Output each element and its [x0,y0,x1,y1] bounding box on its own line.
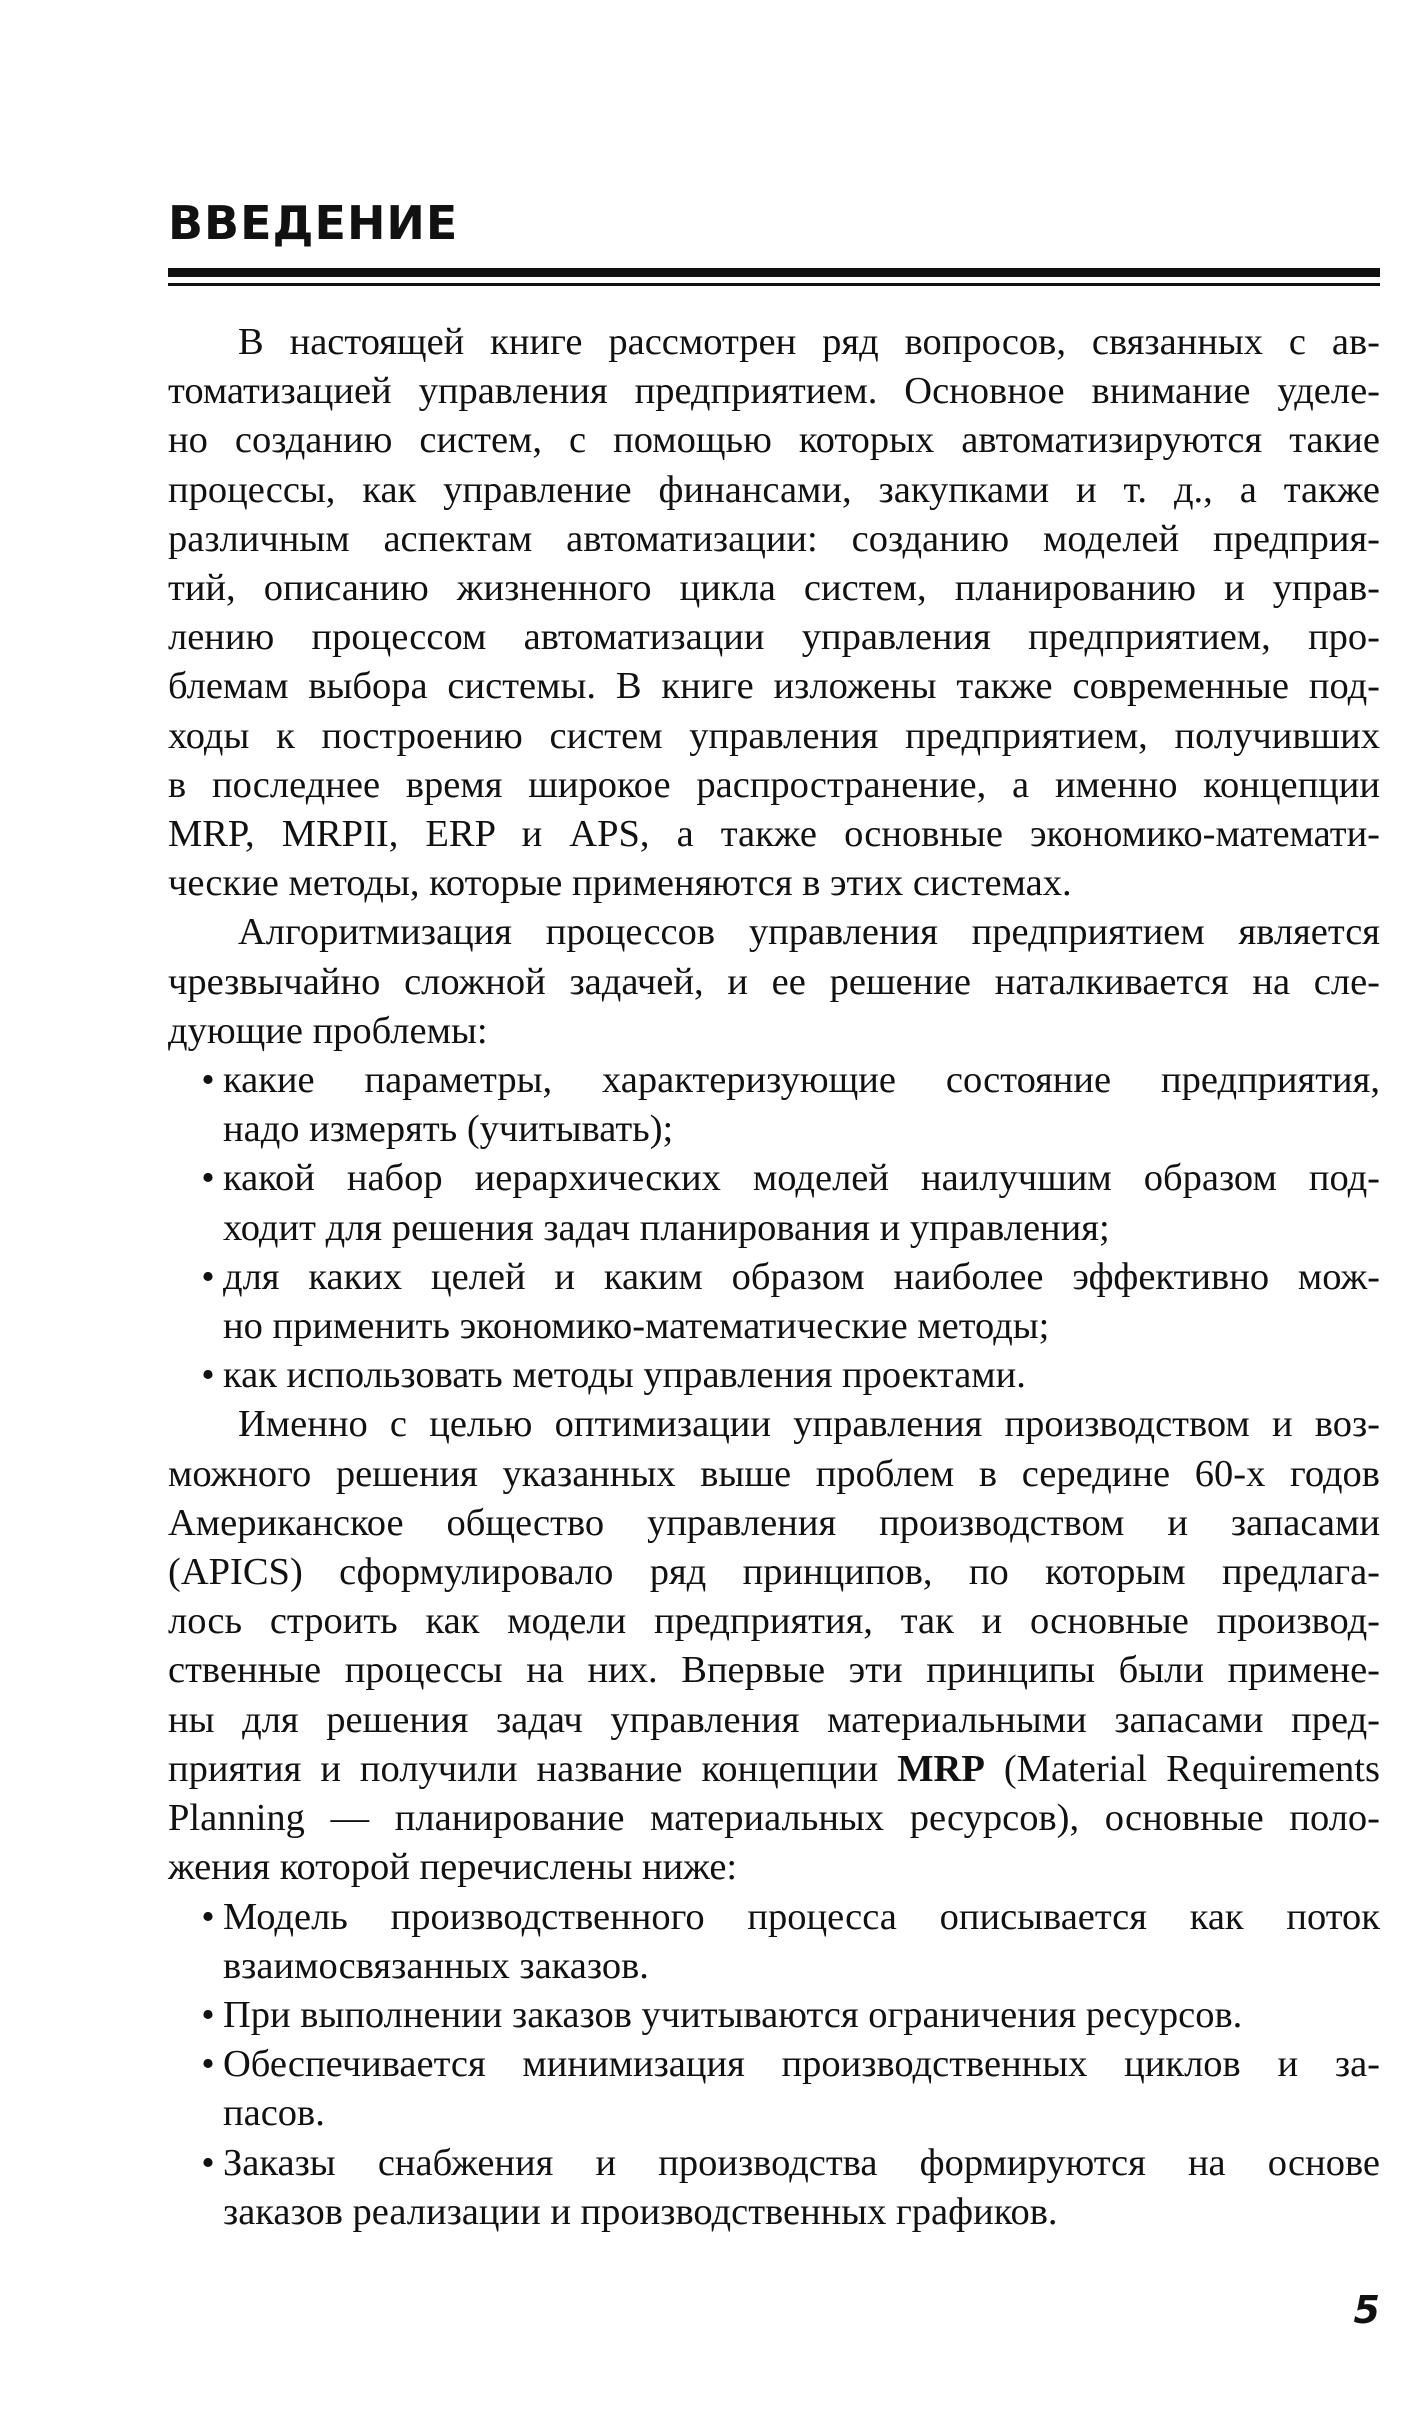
text-line: ходы к построению систем управления предприятием, получивших [168,714,1380,757]
text-line: какой набор иерархических моделей наилучшим образом под- [223,1157,1380,1200]
heading-rule-thin [168,283,1380,286]
bullet-marker: • [201,1895,215,1938]
text-line: но созданию систем, с помощью которых автоматизируются такие [168,419,1380,462]
text-line: ходит для решения задач планирования и управления; [223,1206,1110,1249]
mrp-term: MRP [897,1747,985,1790]
text-line: для каких целей и каким образом наиболее эффективно мож- [223,1255,1380,1298]
bullet-marker: • [201,2141,215,2184]
chapter-heading: ВВЕДЕНИЕ [168,196,459,250]
list-item [168,2040,1380,2138]
text-line: ны для решения задач управления материальными запасами пред- [168,1698,1380,1741]
text-line: блемам выбора системы. В книге изложены также современные под- [168,665,1380,708]
text-line: процессы, как управление финансами, закупками и т. д., а также [168,468,1380,511]
paragraph-algorithmization [168,908,1380,1056]
mrp-principles-list [168,1893,1380,2237]
bullet-marker: • [201,1059,215,1102]
text-line: Обеспечивается минимизация производственных циклов и за- [223,2043,1380,2086]
text-line: При выполнении заказов учитываются ограничения ресурсов. [223,1993,1243,2036]
text-line-mrp [168,1745,1380,1794]
bullet-marker: • [201,1993,215,2036]
problems-list [168,1056,1380,1400]
text-line: Planning — планирование материальных ресурсов), основные поло- [168,1797,1380,1840]
bullet-marker: • [201,1255,215,1298]
list-item [168,1056,1380,1154]
list-item [168,1154,1380,1252]
text-line: лось строить как модели предприятия, так и основные производ- [168,1600,1380,1643]
text-line: какие параметры, характеризующие состояние предприятия, [223,1059,1380,1102]
bullet-marker: • [201,2043,215,2086]
text-line: можного решения указанных выше проблем в середине 60-х годов [168,1452,1380,1495]
text-line: Именно с целью оптимизации управления производством и воз- [238,1403,1380,1446]
bullet-marker: • [201,1157,215,1200]
text-line: лению процессом автоматизации управления предприятием, про- [168,616,1380,659]
text-line: Алгоритмизация процессов управления предприятием является [238,911,1380,954]
text-line: взаимосвязанных заказов. [223,1944,649,1987]
text-line: в последнее время широкое распространение, а именно концепции [168,763,1380,806]
bullet-marker: • [201,1354,215,1397]
text-fragment: приятия и получили название концепции [168,1747,898,1790]
text-line: заказов реализации и производственных графиков. [223,2190,1058,2233]
text-line: Американское общество управления производством и запасами [168,1501,1380,1544]
text-line: MRP, MRPII, ERP и APS, а также основные экономико-математи- [168,813,1380,856]
page-number: 5 [1353,2288,1380,2332]
text-line: ческие методы, которые применяются в этих системах. [168,862,1072,905]
text-line: жения которой перечислены ниже: [168,1846,738,1889]
text-line: Заказы снабжения и производства формируются на основе [223,2141,1380,2184]
text-line: тий, описанию жизненного цикла систем, планированию и управ- [168,567,1380,610]
text-line: дующие проблемы: [168,1009,488,1052]
heading-rule-thick [168,268,1380,277]
list-item [168,1893,1380,1991]
text-line: ственные процессы на них. Впервые эти принципы были примене- [168,1649,1380,1692]
text-line: томатизацией управления предприятием. Основное внимание уделе- [168,370,1380,413]
text-line: надо измерять (учитывать); [223,1108,674,1151]
text-line: как использовать методы управления проектами. [223,1354,1026,1397]
text-line: чрезвычайно сложной задачей, и ее решение наталкивается на сле- [168,960,1380,1003]
body-text [168,318,1380,2237]
paragraph-mrp [168,1400,1380,1892]
text-fragment: (Material Requirements [984,1747,1380,1790]
paragraph-intro [168,318,1380,908]
text-line: различным аспектам автоматизации: созданию моделей предприя- [168,517,1380,560]
list-item [168,2139,1380,2237]
text-line: (APICS) сформулировало ряд принципов, по которым предлага- [168,1551,1380,1594]
text-line: пасов. [223,2092,325,2135]
list-item [168,1991,1380,2040]
text-line: но применить экономико-математические методы; [223,1305,1050,1348]
text-line: В настоящей книге рассмотрен ряд вопросов, связанных с ав- [238,321,1380,363]
list-item [168,1351,1380,1400]
list-item [168,1253,1380,1351]
text-line: Модель производственного процесса описывается как поток [223,1895,1380,1938]
